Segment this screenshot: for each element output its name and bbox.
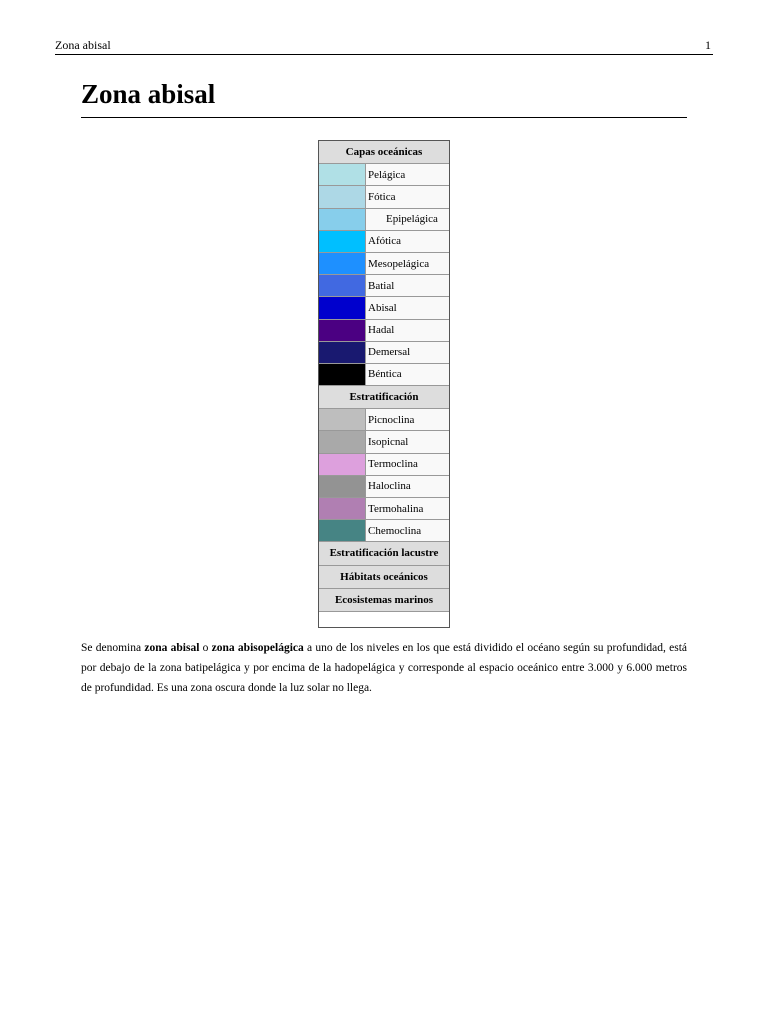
infobox-link-marine-ecosystems[interactable]: Ecosistemas marinos	[319, 588, 450, 611]
color-swatch	[319, 409, 366, 431]
para-text: a uno de los niveles en los que está dividido el océano según su profundidad, está por debajo de la zona batipelágica y por encima de la hadopelágica y corresponde al espacio oceánico entre 3.000 y 6.000 metros de profundidad. Es una zona oscura donde la luz solar no llega.	[81, 642, 688, 694]
strat-link[interactable]: Chemoclina	[366, 520, 450, 542]
strat-row[interactable]	[319, 520, 450, 542]
color-swatch	[319, 520, 366, 542]
strat-link[interactable]: Termoclina	[366, 453, 450, 475]
layer-row[interactable]	[319, 252, 450, 274]
color-swatch	[319, 475, 366, 497]
running-title: Zona abisal	[55, 38, 111, 52]
layer-link[interactable]: Hadal	[366, 319, 450, 341]
layer-row[interactable]	[319, 164, 450, 186]
infobox-link-lake-stratification[interactable]: Estratificación lacustre	[319, 542, 450, 565]
term-zona-abisal: zona abisal	[144, 642, 200, 654]
layer-row[interactable]	[319, 275, 450, 297]
layer-link[interactable]: Abisal	[366, 297, 450, 319]
strat-link[interactable]: Haloclina	[366, 475, 450, 497]
color-swatch	[319, 319, 366, 341]
layer-row[interactable]	[319, 319, 450, 341]
color-swatch	[319, 453, 366, 475]
strat-row[interactable]	[319, 475, 450, 497]
ocean-layers-infobox	[318, 140, 450, 612]
color-swatch	[319, 230, 366, 252]
page-number: 1	[705, 38, 711, 52]
color-swatch	[319, 431, 366, 453]
para-text: o	[199, 642, 212, 654]
color-swatch	[319, 186, 366, 208]
infobox-link-ocean-habitats[interactable]: Hábitats oceánicos	[319, 565, 450, 588]
layer-row[interactable]	[319, 230, 450, 252]
layer-link[interactable]: Fótica	[366, 186, 450, 208]
color-swatch	[319, 252, 366, 274]
layer-row[interactable]	[319, 341, 450, 363]
layer-link[interactable]: Mesopelágica	[366, 252, 450, 274]
strat-row[interactable]	[319, 498, 450, 520]
color-swatch	[319, 208, 366, 230]
color-swatch	[319, 363, 366, 385]
strat-link[interactable]: Picnoclina	[366, 409, 450, 431]
infobox-header-stratification[interactable]: Estratificación	[319, 386, 450, 409]
layer-link[interactable]: Batial	[366, 275, 450, 297]
layer-row[interactable]	[319, 363, 450, 385]
para-text: Se denomina	[81, 642, 145, 654]
layer-row[interactable]	[319, 297, 450, 319]
color-swatch	[319, 275, 366, 297]
term-zona-abisopelagica: zona abisopelágica	[211, 642, 304, 654]
running-header	[55, 38, 713, 55]
color-swatch	[319, 164, 366, 186]
layer-row[interactable]	[319, 186, 450, 208]
layer-row[interactable]	[319, 208, 450, 230]
color-swatch	[319, 498, 366, 520]
strat-row[interactable]	[319, 409, 450, 431]
color-swatch	[319, 297, 366, 319]
strat-row[interactable]	[319, 431, 450, 453]
strat-link[interactable]: Isopicnal	[366, 431, 450, 453]
page-title: Zona abisal	[81, 78, 687, 118]
infobox-header-layers[interactable]: Capas oceánicas	[319, 141, 450, 164]
strat-row[interactable]	[319, 453, 450, 475]
layer-link[interactable]: Pelágica	[366, 164, 450, 186]
intro-paragraph	[81, 638, 687, 698]
layer-link[interactable]: Demersal	[366, 341, 450, 363]
strat-link[interactable]: Termohalina	[366, 498, 450, 520]
layer-link[interactable]: Afótica	[366, 230, 450, 252]
color-swatch	[319, 341, 366, 363]
layer-link[interactable]: Epipelágica	[366, 208, 450, 230]
layer-link[interactable]: Béntica	[366, 363, 450, 385]
